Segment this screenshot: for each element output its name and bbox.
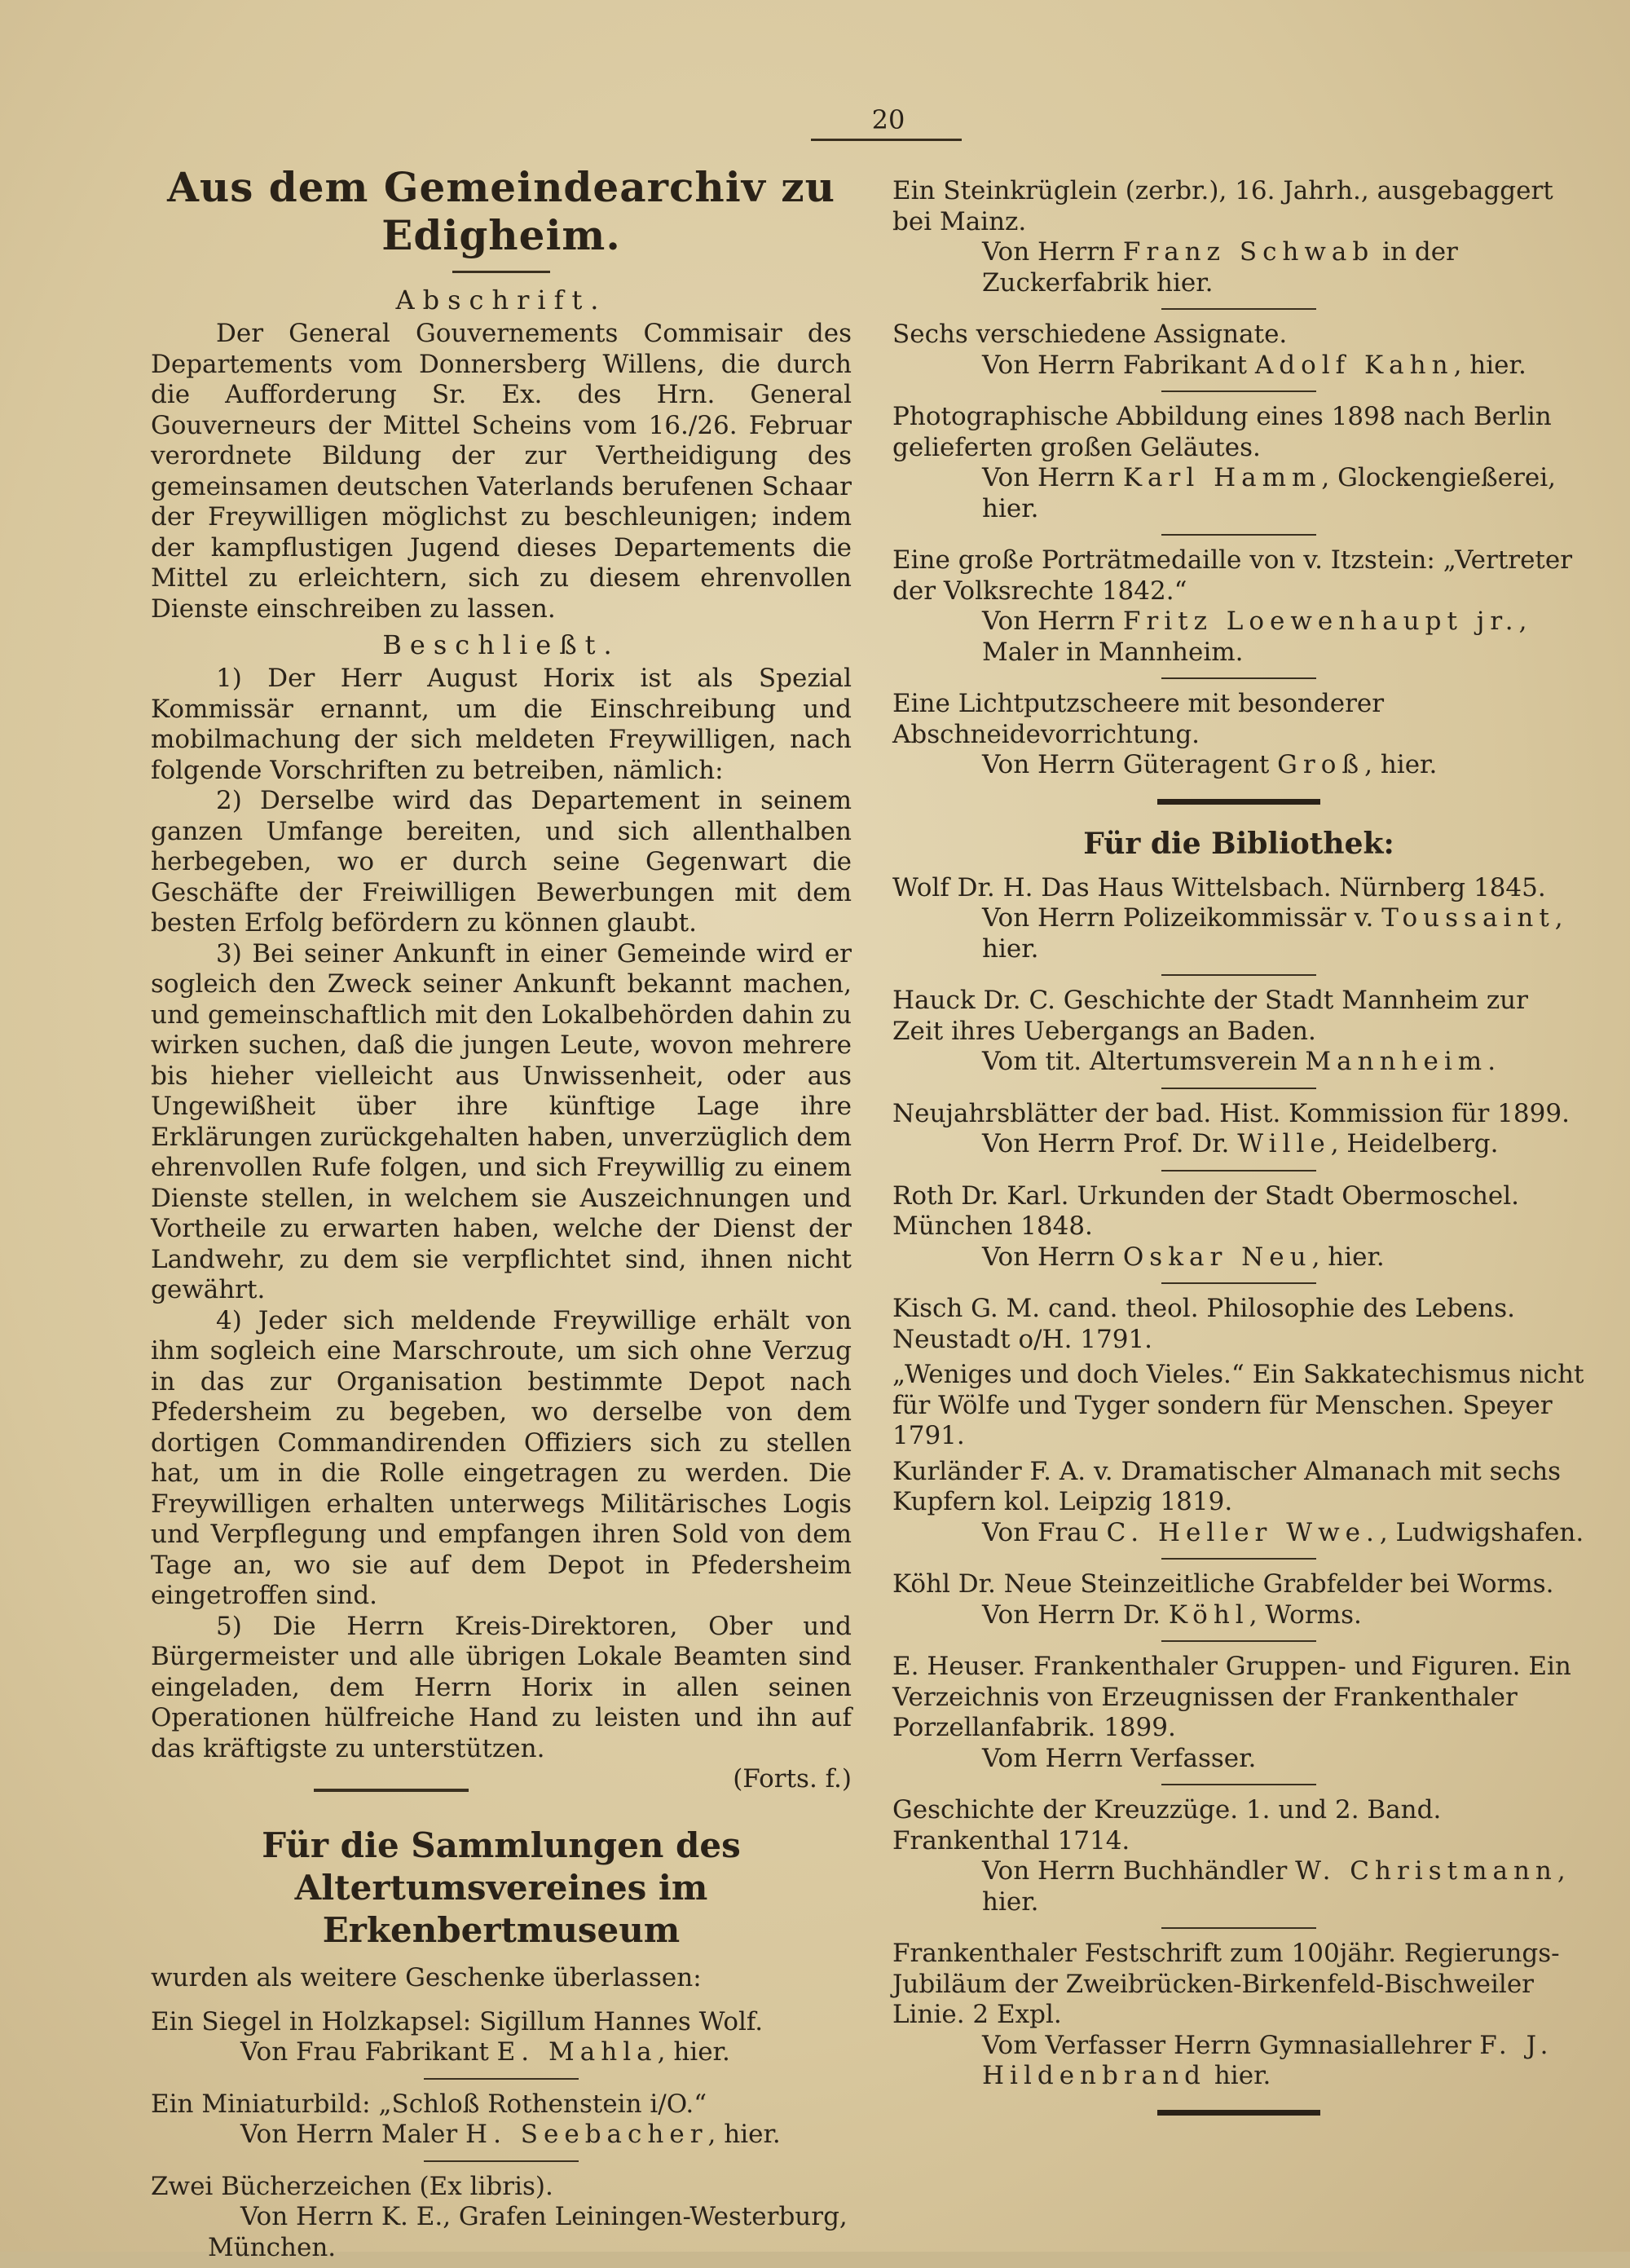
entry-separator bbox=[1161, 391, 1316, 392]
donor-prefix: Von Herrn Dr. bbox=[982, 1600, 1161, 1630]
library-donor: Vom Herrn Verfasser. bbox=[982, 1743, 1257, 1773]
article-end-rule bbox=[314, 1789, 469, 1792]
library-item: Hauck Dr. C. Geschichte der Stadt Mannheim zur Zeit ihres Uebergangs an Baden. bbox=[892, 986, 1528, 1046]
library-donor bbox=[892, 2031, 1585, 2092]
library-donor bbox=[892, 1242, 1585, 1273]
left-column bbox=[151, 163, 852, 2268]
library-item: Frankenthaler Festschrift zum 100jähr. Regierungs-Jubiläum der Zweibrücken-Birkenfeld-Bischweiler Linie. 2 Expl. bbox=[892, 1939, 1560, 2029]
donor-suffix: , hier. bbox=[1364, 750, 1438, 779]
donation-item: Ein Siegel in Holzkapsel: Sigillum Hannes Wolf. bbox=[151, 2006, 764, 2036]
entry-separator bbox=[1161, 974, 1316, 976]
donation-entry bbox=[892, 320, 1585, 381]
donation-donor bbox=[151, 2202, 852, 2233]
donation-item: Eine große Porträtmedaille von v. Itzstein: „Vertreter der Volksrechte 1842.“ bbox=[892, 545, 1573, 606]
donor-prefix: Von Herrn Güteragent bbox=[982, 750, 1270, 779]
collections-title: Für die Sammlungen des Altertumsvereines im Erkenbertmuseum bbox=[262, 1825, 741, 1950]
donation-donor bbox=[892, 607, 1585, 668]
library-entry bbox=[892, 1652, 1585, 1774]
donor-name: C. Heller Wwe. bbox=[1106, 1517, 1380, 1547]
donor-suffix: , hier. bbox=[982, 903, 1563, 964]
library-item: E. Heuser. Frankenthaler Gruppen- und Figuren. Ein Verzeichnis von Erzeugnissen der Frankenthaler Porzellanfabrik. 1899. bbox=[892, 1652, 1571, 1742]
entry-separator bbox=[424, 2078, 579, 2080]
donor-suffix: . bbox=[1487, 1047, 1496, 1076]
donor-name: Groß bbox=[1277, 750, 1365, 779]
library-entry bbox=[892, 873, 1585, 965]
donor-suffix: , Maler in Mannheim. bbox=[982, 607, 1527, 667]
entry-separator bbox=[1161, 677, 1316, 679]
library-donor bbox=[892, 1600, 1585, 1631]
library-donor bbox=[892, 1856, 1585, 1917]
donor-prefix: Vom tit. Altertumsverein bbox=[982, 1047, 1297, 1076]
donation-entry bbox=[892, 545, 1585, 668]
donation-donor bbox=[892, 237, 1585, 298]
donor-prefix: Von Herrn K. E., Grafen Leiningen-Westerburg, bbox=[240, 2202, 848, 2231]
library-donor bbox=[892, 1047, 1585, 1078]
donor-suffix: , hier. bbox=[707, 2120, 781, 2149]
donor-name: W. Christmann bbox=[1295, 1856, 1557, 1886]
donor-prefix: Von Frau bbox=[982, 1517, 1099, 1547]
library-item: Roth Dr. Karl. Urkunden der Stadt Obermoschel. München 1848. bbox=[892, 1180, 1520, 1241]
entry-separator bbox=[1161, 534, 1316, 536]
right-column bbox=[892, 171, 1585, 2133]
paragraph: 2) Derselbe wird das Departement in seinem ganzen Umfange bereiten, und sich allenthalben herbegeben, wo er durch seine Gegenwart die Geschäfte der Freiwilligen Bewerbungen mit dem besten Erfolg befördern zu können glaubt. bbox=[151, 786, 852, 938]
donor-prefix: Von Herrn bbox=[982, 607, 1116, 636]
donor-prefix: Von Herrn bbox=[982, 1242, 1116, 1272]
page-end-rule bbox=[1157, 2110, 1320, 2116]
donor-name: E. Mahla bbox=[496, 2037, 658, 2067]
donor-prefix: Von Herrn Maler bbox=[240, 2120, 458, 2149]
intro-paragraph: Der General Gouvernements Commisair des Departements vom Donnersberg Willens, die durch die Aufforderung Sr. Ex. des Hrn. General Gouverneurs der Mittel Scheins vom 16./26. Februar verordnete Bildung der zur Vertheidigung des gemeinsamen deutschen Vaterlands berufenen Schaar der Freywilligen möglichst zu beschleunigen; indem der kampflustigen Jugend dieses Departements die Mittel zu erleichtern, sich zu diesem ehrenvollen Dienste einschreiben zu lassen. bbox=[151, 319, 852, 624]
page-number-rule bbox=[811, 139, 962, 141]
paragraph: 5) Die Herrn Kreis-Direktoren, Ober und Bürgermeister und alle übrigen Lokale Beamten sind eingeladen, dem Herrn Horix in allen seinen Operationen hülfreiche Hand zu leisten und ihn auf das kräftigste zu unterstützen. bbox=[151, 1611, 852, 1763]
donation-donor bbox=[892, 351, 1585, 382]
donor-suffix: hier. bbox=[1214, 2061, 1271, 2090]
donation-entry bbox=[892, 689, 1585, 781]
donation-item: Zwei Bücherzeichen (Ex libris). bbox=[151, 2171, 553, 2201]
donor-prefix: Von Herrn Buchhändler bbox=[982, 1856, 1288, 1886]
entry-separator bbox=[1161, 308, 1316, 310]
entry-separator bbox=[1161, 1088, 1316, 1089]
abschrift-heading: Abschrift. bbox=[395, 285, 607, 315]
donation-entry bbox=[151, 2172, 852, 2264]
entry-separator bbox=[424, 2160, 579, 2162]
forts-label: (Forts. f.) bbox=[733, 1764, 852, 1794]
entry-separator bbox=[1161, 1170, 1316, 1172]
donor-name: Oskar Neu bbox=[1122, 1242, 1312, 1272]
library-entry bbox=[892, 1099, 1585, 1160]
donation-item: Eine Lichtputzscheere mit besonderer Abschneidevorrichtung. bbox=[892, 689, 1385, 749]
donor-suffix: , Glockengießerei, hier. bbox=[982, 463, 1557, 523]
donation-item: Sechs verschiedene Assignate. bbox=[892, 320, 1288, 349]
library-entry bbox=[892, 1457, 1585, 1549]
donor-name: Karl Hamm bbox=[1122, 463, 1322, 492]
section-rule bbox=[1157, 799, 1320, 805]
donor-name: Franz Schwab bbox=[1122, 237, 1375, 267]
library-item: „Weniges und doch Vieles.“ Ein Sakkatechismus nicht für Wölfe und Tyger sondern für Menschen. Speyer 1791. bbox=[892, 1360, 1584, 1450]
donor-prefix: Von Herrn Prof. Dr. bbox=[982, 1129, 1230, 1158]
donor-name: Mannheim bbox=[1305, 1047, 1488, 1076]
donor-suffix: , hier. bbox=[1453, 350, 1526, 380]
entry-separator bbox=[1161, 1784, 1316, 1785]
donation-entry bbox=[892, 176, 1585, 298]
library-item: Kisch G. M. cand. theol. Philosophie des Lebens. Neustadt o/H. 1791. bbox=[892, 1294, 1516, 1354]
donation-donor bbox=[151, 2037, 852, 2068]
library-item: Neujahrsblätter der bad. Hist. Kommission für 1899. bbox=[892, 1098, 1570, 1128]
donor-name: H. Seebacher bbox=[465, 2120, 708, 2149]
beschliesst-heading: Beschließt. bbox=[382, 629, 620, 660]
donor-suffix: , hier. bbox=[1311, 1242, 1385, 1272]
donor-suffix: , hier. bbox=[657, 2037, 730, 2067]
library-donor bbox=[892, 1129, 1585, 1160]
donor-name: Köhl bbox=[1168, 1600, 1249, 1630]
donation-item: Photographische Abbildung eines 1898 nach Berlin gelieferten großen Geläutes. bbox=[892, 402, 1552, 462]
donation-entry bbox=[151, 2007, 852, 2068]
donor-name: Wille bbox=[1237, 1129, 1331, 1158]
donation-item: Ein Miniaturbild: „Schloß Rothenstein i/O.“ bbox=[151, 2089, 707, 2119]
donor-prefix: Vom Verfasser Herrn Gymnasiallehrer bbox=[982, 2030, 1472, 2060]
paragraph: 1) Der Herr August Horix ist als Spezial Kommissär ernannt, um die Einschreibung und mobilmachung der sich meldeten Freywilligen, nach folgende Vorschriften zu betreiben, nämlich: bbox=[151, 664, 852, 785]
donor-suffix: , Ludwigshafen. bbox=[1379, 1517, 1584, 1547]
donor-suffix: in der Zuckerfabrik hier. bbox=[982, 237, 1458, 298]
donor-suffix: , hier. bbox=[982, 1856, 1566, 1917]
entry-separator bbox=[1161, 1640, 1316, 1642]
paragraph: 4) Jeder sich meldende Freywillige erhält von ihm sogleich eine Marschroute, um sich ohne Verzug in das zur Organisation bestimmte Depot nach Pfedersheim zu begeben, wo derselbe von dem dortigen Commandirenden Offiziers sich zu stellen hat, um in die Rolle eingetragen zu werden. Die Freywilligen erhalten unterwegs Militärisches Logis und Verpflegung und empfangen ihren Sold von dem Tage an, wo sie auf dem Depot in Pfedersheim eingetroffen sind. bbox=[151, 1305, 852, 1610]
library-item: Köhl Dr. Neue Steinzeitliche Grabfelder bei Worms. bbox=[892, 1569, 1554, 1599]
donation-entry bbox=[151, 2089, 852, 2151]
entry-separator bbox=[1161, 1927, 1316, 1929]
donation-donor bbox=[892, 750, 1585, 781]
donor-name: Toussaint bbox=[1381, 903, 1555, 933]
donor-prefix: Von Herrn Polizeikommissär v. bbox=[982, 903, 1374, 933]
article-title: Aus dem Gemeindearchiv zu Edigheim. bbox=[167, 163, 835, 259]
library-donor bbox=[892, 903, 1585, 964]
donation-donor bbox=[892, 463, 1585, 524]
entry-separator bbox=[1161, 1558, 1316, 1560]
page-number: 20 bbox=[871, 104, 905, 135]
donor-name: Adolf Kahn bbox=[1254, 350, 1454, 380]
paragraph: 3) Bei seiner Ankunft in einer Gemeinde wird er sogleich den Zweck seiner Ankunft bekannt machen, und gemeinschaftlich mit den Lokalbehörden dahin zu wirken suchen, daß die jungen Leute, wovon mehrere bis hieher vielleicht aus Unwissenheit, oder aus Ungewißheit über ihre künftige Lage ihre Erklärungen zurückgehalten haben, unverzüglich dem ehrenvollen Rufe folgen, und sich Freywillig zu einem Dienste stellen, in welchem sie Auszeichnungen und Vortheile zu erwarten haben, welche der Dienst der Landwehr, zu dem sie verpflichtet sind, ihnen nicht gewährt. bbox=[151, 938, 852, 1304]
donation-donor-cont: München. bbox=[208, 2232, 337, 2262]
library-entry bbox=[892, 1294, 1585, 1355]
library-entry bbox=[892, 1939, 1585, 2092]
library-entry bbox=[892, 1360, 1585, 1452]
donation-item: Ein Steinkrüglein (zerbr.), 16. Jahrh., ausgebaggert bei Mainz. bbox=[892, 176, 1553, 236]
library-entry bbox=[892, 986, 1585, 1078]
library-entry bbox=[892, 1795, 1585, 1917]
library-item: Wolf Dr. H. Das Haus Wittelsbach. Nürnberg 1845. bbox=[892, 872, 1546, 902]
library-item: Geschichte der Kreuzzüge. 1. und 2. Band. Frankenthal 1714. bbox=[892, 1795, 1442, 1855]
donor-prefix: Von Herrn Fabrikant bbox=[982, 350, 1248, 380]
donor-name: Fritz Loewenhaupt jr. bbox=[1122, 607, 1519, 636]
donation-donor bbox=[151, 2120, 852, 2151]
donor-prefix: Von Frau Fabrikant bbox=[240, 2037, 489, 2067]
library-donor bbox=[892, 1518, 1585, 1549]
donation-entry bbox=[892, 402, 1585, 524]
donor-suffix: , Heidelberg. bbox=[1330, 1129, 1499, 1158]
donor-suffix: , Worms. bbox=[1249, 1600, 1362, 1630]
library-entry bbox=[892, 1569, 1585, 1630]
donor-prefix: Von Herrn bbox=[982, 237, 1116, 267]
donor-prefix: Von Herrn bbox=[982, 463, 1116, 492]
library-item: Kurländer F. A. v. Dramatischer Almanach mit sechs Kupfern kol. Leipzig 1819. bbox=[892, 1456, 1562, 1516]
title-rule bbox=[452, 271, 550, 273]
donor-name: F. J. Hildenbrand bbox=[982, 2030, 1554, 2090]
library-title: Für die Bibliothek: bbox=[1083, 826, 1394, 861]
library-entry bbox=[892, 1181, 1585, 1273]
continuation-note bbox=[151, 1764, 852, 1795]
collections-intro: wurden als weitere Geschenke überlassen: bbox=[151, 1962, 702, 1992]
entry-separator bbox=[1161, 1282, 1316, 1284]
